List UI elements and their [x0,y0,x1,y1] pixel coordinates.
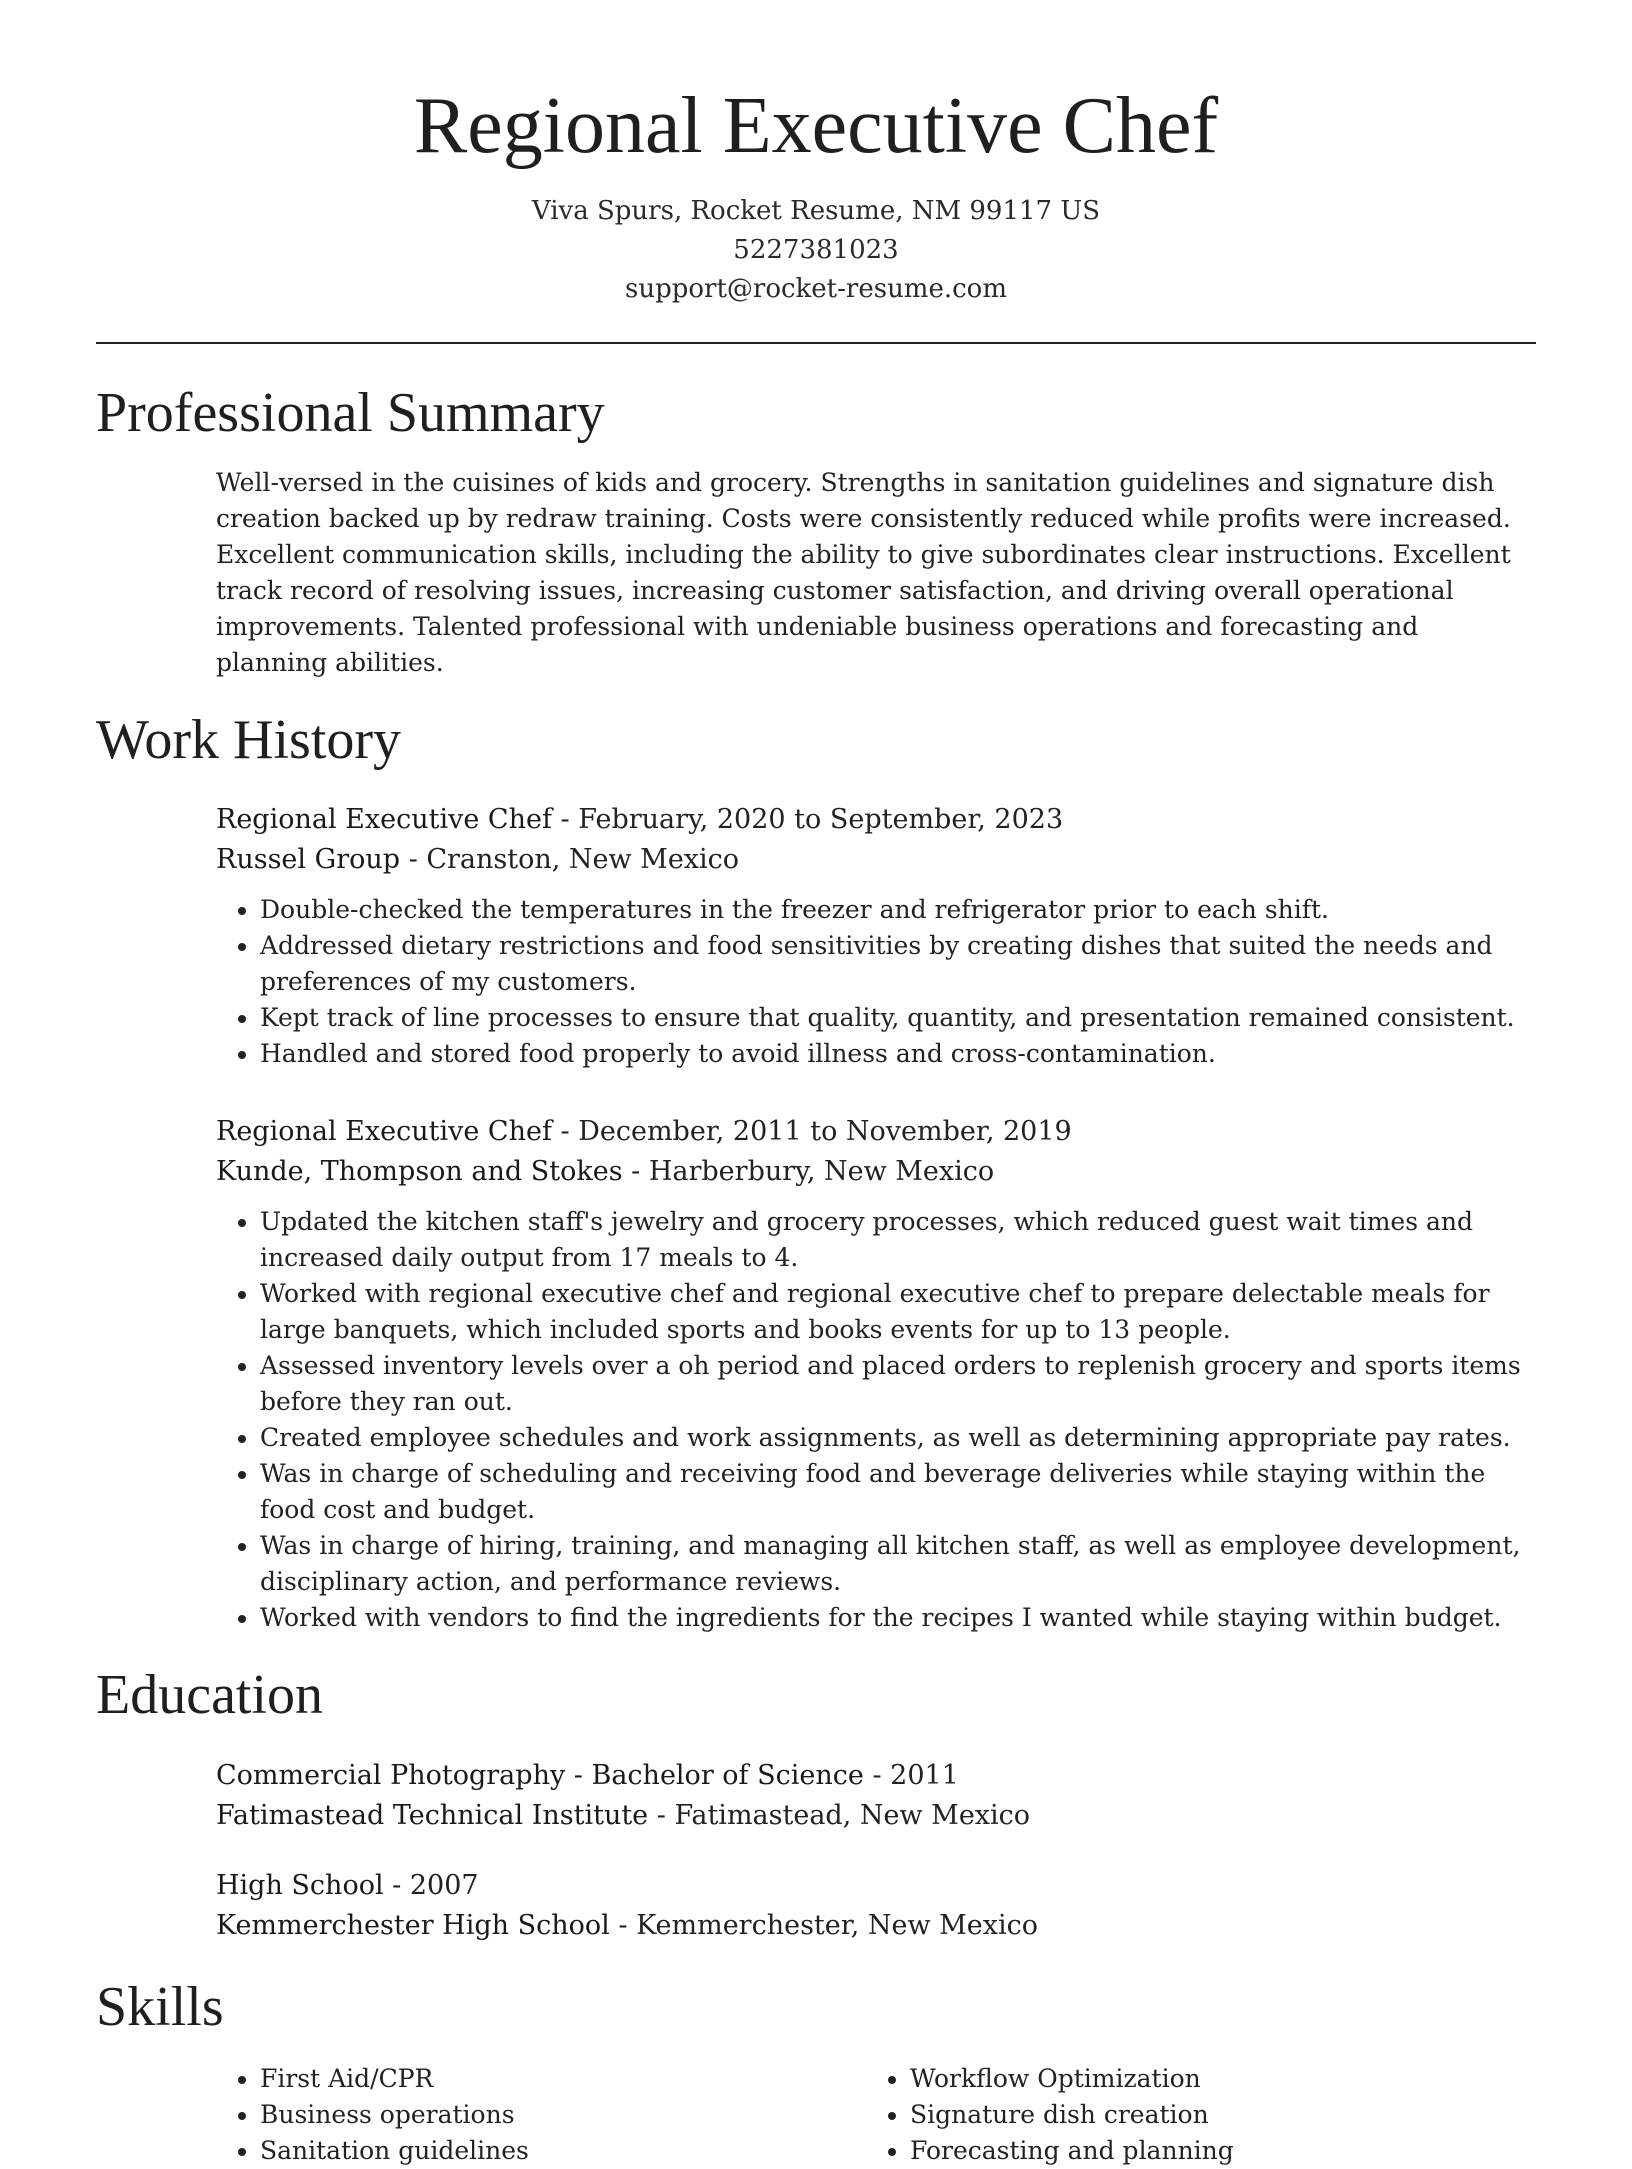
job-company-line [216,840,1536,880]
skill-item: • Workflow Optimization [910,2061,1516,2097]
job-bullet: • Worked with regional executive chef and regional executive chef to prepare delectable meals for large banquets, which included sports and books events for up to 13 people. [260,1276,1536,1348]
job-bullets [216,892,1536,1072]
education-location: - Kemmerchester, New Mexico [609,1909,1039,1941]
contact-phone: 5227381023 [733,235,899,265]
education-school-line [216,1796,1536,1836]
skill-item: • Business operations [260,2097,866,2133]
job-bullet: • Worked with vendors to find the ingredients for the recipes I wanted while staying within budget. [260,1600,1536,1636]
job-title-line [216,1112,1536,1152]
education-location: - Fatimastead, New Mexico [648,1799,1031,1831]
job-bullet: • Created employee schedules and work assignments, as well as determining appropriate pay rates. [260,1420,1536,1456]
education-entry [216,1756,1536,1836]
education-school: Fatimastead Technical Institute [216,1799,649,1831]
job-entry [216,800,1536,1072]
job-bullet: • Kept track of line processes to ensure that quality, quantity, and presentation remained consistent. [260,1000,1536,1036]
education-degree-line [216,1866,1536,1906]
job-bullet: • Was in charge of hiring, training, and managing all kitchen staff, as well as employee development, disciplinary action, and performance reviews. [260,1528,1536,1600]
job-bullet: • Double-checked the temperatures in the freezer and refrigerator prior to each shift. [260,892,1536,928]
skill-item: • First Aid/CPR [260,2061,866,2097]
resume-header [0,0,1632,309]
contact-address: Viva Spurs, Rocket Resume, NM 99117 US [531,196,1101,226]
skill-item: • Forecasting and planning [910,2133,1516,2169]
job-dates: - December, 2011 to November, 2019 [551,1116,1072,1148]
skill-item: • Sanitation guidelines [260,2133,866,2169]
education-list [216,1756,1536,1946]
job-bullet: • Addressed dietary restrictions and food sensitivities by creating dishes that suited the needs and preferences of my customers. [260,928,1536,1000]
education-year: - 2011 [863,1759,959,1791]
education-year: - 2007 [383,1869,479,1901]
job-bullets [216,1204,1536,1636]
job-company: Kunde, Thompson and Stokes [216,1156,623,1188]
education-degree-line [216,1756,1536,1796]
skills-column-right [866,2061,1516,2169]
education-entry [216,1866,1536,1946]
job-bullet: • Was in charge of scheduling and receiving food and beverage deliveries while staying within the food cost and budget. [260,1456,1536,1528]
job-entry [216,1112,1536,1636]
candidate-name: Regional Executive Chef [413,82,1219,170]
job-location: - Harberbury, New Mexico [622,1156,995,1188]
section-title-skills: Skills [96,1975,224,2038]
job-company-line [216,1152,1536,1192]
section-title-work-history: Work History [96,709,402,772]
contact-block [0,192,1632,309]
education-degree: Commercial Photography - Bachelor of Science [216,1759,864,1791]
summary-text: Well-versed in the cuisines of kids and grocery. Strengths in sanitation guidelines and signature dish creation backed up by redraw training. Costs were consistently reduced while profits were increased. Excellent communication skills, including the ability to give subordinates clear instructions. Excellent track record of resolving issues, increasing customer satisfaction, and driving overall operational improvements. Talented professional with undeniable business operations and forecasting and planning abilities. [216,468,1511,678]
contact-email: support@rocket-resume.com [624,274,1007,304]
section-title-summary: Professional Summary [96,382,605,444]
skills-column-left [216,2061,866,2169]
job-bullet: • Handled and stored food properly to avoid illness and cross-contamination. [260,1036,1536,1072]
job-location: - Cranston, New Mexico [400,844,740,876]
education-degree: High School [216,1869,384,1901]
work-history-list [216,800,1536,1636]
section-title-education: Education [96,1664,324,1727]
job-bullet: • Assessed inventory levels over a oh period and placed orders to replenish grocery and sports items before they ran out. [260,1348,1536,1420]
job-company: Russel Group [216,844,401,876]
header-divider [96,342,1536,344]
job-dates: - February, 2020 to September, 2023 [551,804,1064,836]
skills-grid [216,2061,1536,2169]
job-title-line [216,800,1536,840]
skill-item: • Signature dish creation [910,2097,1516,2133]
education-school: Kemmerchester High School [216,1909,610,1941]
education-school-line [216,1906,1536,1946]
job-role: Regional Executive Chef [216,804,552,836]
job-role: Regional Executive Chef [216,1116,552,1148]
job-bullet: • Updated the kitchen staff's jewelry and grocery processes, which reduced guest wait times and increased daily output from 17 meals to 4. [260,1204,1536,1276]
